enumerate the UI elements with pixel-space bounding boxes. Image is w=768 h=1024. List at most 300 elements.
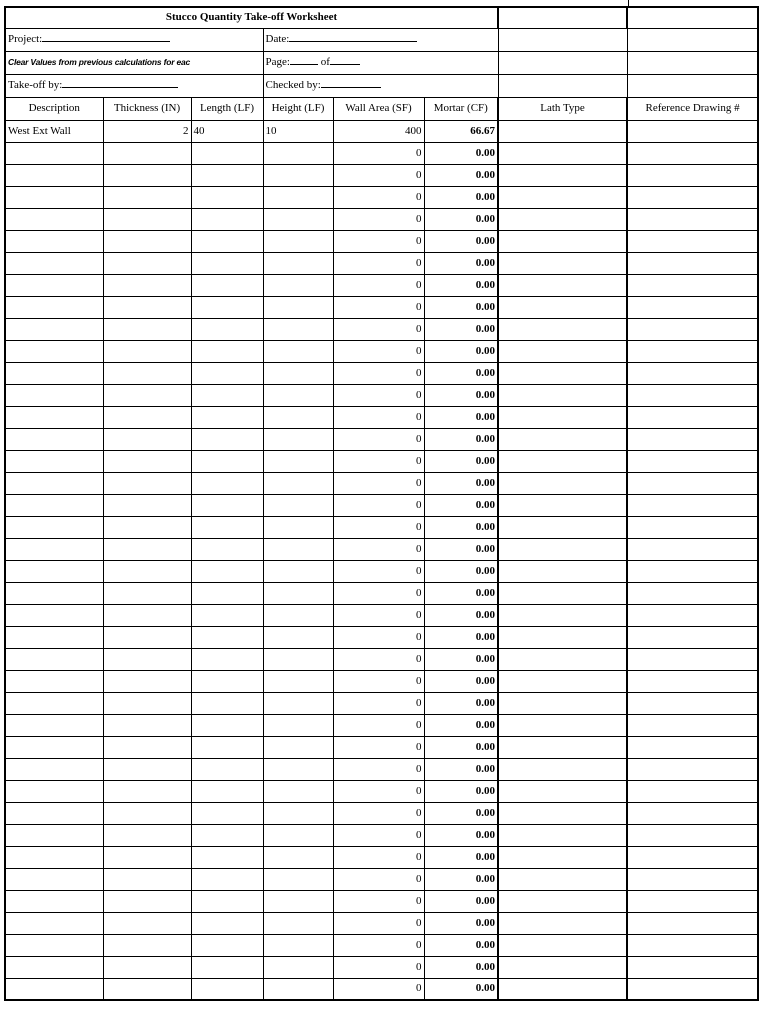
length-cell[interactable] [191,516,263,538]
reference-drawing-cell[interactable] [627,714,758,736]
thickness-cell[interactable] [103,846,191,868]
description-cell[interactable] [5,230,103,252]
date-cell[interactable] [263,28,498,51]
page-cell[interactable] [263,51,498,74]
description-cell[interactable] [5,736,103,758]
wall-area-cell[interactable]: 0 [333,142,424,164]
lath-type-cell[interactable] [498,516,627,538]
mortar-cell[interactable]: 0.00 [424,164,498,186]
thickness-cell[interactable] [103,626,191,648]
reference-drawing-cell[interactable] [627,648,758,670]
wall-area-cell[interactable]: 0 [333,538,424,560]
lath-type-cell[interactable] [498,626,627,648]
length-cell[interactable] [191,736,263,758]
description-cell[interactable] [5,582,103,604]
project-cell[interactable] [5,28,263,51]
thickness-cell[interactable] [103,538,191,560]
lath-type-cell[interactable] [498,780,627,802]
wall-area-cell[interactable]: 0 [333,802,424,824]
height-cell[interactable] [263,384,333,406]
lath-type-cell[interactable] [498,670,627,692]
mortar-cell[interactable]: 0.00 [424,912,498,934]
lath-type-cell[interactable] [498,912,627,934]
description-cell[interactable] [5,670,103,692]
reference-drawing-cell[interactable] [627,406,758,428]
length-cell[interactable] [191,934,263,956]
mortar-cell[interactable]: 0.00 [424,802,498,824]
reference-drawing-cell[interactable] [627,868,758,890]
length-cell[interactable] [191,868,263,890]
length-cell[interactable] [191,648,263,670]
height-cell[interactable] [263,538,333,560]
length-cell[interactable] [191,582,263,604]
height-cell[interactable] [263,978,333,1000]
thickness-cell[interactable] [103,384,191,406]
mortar-cell[interactable]: 0.00 [424,846,498,868]
length-cell[interactable] [191,780,263,802]
height-cell[interactable] [263,450,333,472]
mortar-cell[interactable]: 0.00 [424,670,498,692]
lath-type-cell[interactable] [498,164,627,186]
takeoff-cell[interactable] [5,74,263,97]
length-cell[interactable] [191,208,263,230]
reference-drawing-cell[interactable] [627,582,758,604]
length-cell[interactable] [191,560,263,582]
lath-type-cell[interactable] [498,824,627,846]
thickness-cell[interactable] [103,890,191,912]
wall-area-cell[interactable]: 0 [333,516,424,538]
wall-area-cell[interactable]: 0 [333,362,424,384]
checked-blank[interactable] [321,87,381,88]
wall-area-cell[interactable]: 0 [333,890,424,912]
thickness-cell[interactable] [103,824,191,846]
wall-area-cell[interactable]: 0 [333,164,424,186]
description-cell[interactable] [5,780,103,802]
lath-type-cell[interactable] [498,450,627,472]
length-cell[interactable] [191,626,263,648]
wall-area-cell[interactable]: 0 [333,450,424,472]
height-cell[interactable] [263,560,333,582]
lath-type-cell[interactable] [498,868,627,890]
mortar-cell[interactable]: 0.00 [424,934,498,956]
height-cell[interactable] [263,406,333,428]
thickness-cell[interactable] [103,604,191,626]
height-cell[interactable] [263,362,333,384]
wall-area-cell[interactable]: 0 [333,230,424,252]
lath-type-cell[interactable] [498,120,627,142]
description-cell[interactable]: West Ext Wall [5,120,103,142]
lath-type-cell[interactable] [498,582,627,604]
thickness-cell[interactable] [103,670,191,692]
wall-area-cell[interactable]: 0 [333,626,424,648]
wall-area-cell[interactable]: 0 [333,846,424,868]
length-cell[interactable] [191,186,263,208]
mortar-cell[interactable]: 0.00 [424,384,498,406]
takeoff-blank[interactable] [62,87,178,88]
mortar-cell[interactable]: 0.00 [424,142,498,164]
thickness-cell[interactable] [103,318,191,340]
thickness-cell[interactable] [103,758,191,780]
height-cell[interactable] [263,868,333,890]
lath-type-cell[interactable] [498,362,627,384]
height-cell[interactable] [263,142,333,164]
thickness-cell[interactable] [103,516,191,538]
lath-type-cell[interactable] [498,692,627,714]
reference-drawing-cell[interactable] [627,252,758,274]
thickness-cell[interactable] [103,648,191,670]
height-cell[interactable] [263,890,333,912]
length-cell[interactable] [191,428,263,450]
description-cell[interactable] [5,934,103,956]
length-cell[interactable] [191,604,263,626]
description-cell[interactable] [5,164,103,186]
lath-type-cell[interactable] [498,384,627,406]
description-cell[interactable] [5,296,103,318]
reference-drawing-cell[interactable] [627,912,758,934]
mortar-cell[interactable]: 0.00 [424,626,498,648]
description-cell[interactable] [5,384,103,406]
thickness-cell[interactable] [103,780,191,802]
thickness-cell[interactable] [103,362,191,384]
height-cell[interactable] [263,164,333,186]
length-cell[interactable] [191,406,263,428]
lath-type-cell[interactable] [498,736,627,758]
mortar-cell[interactable]: 0.00 [424,560,498,582]
height-cell[interactable] [263,692,333,714]
thickness-cell[interactable] [103,340,191,362]
description-cell[interactable] [5,406,103,428]
lath-type-cell[interactable] [498,890,627,912]
description-cell[interactable] [5,472,103,494]
lath-type-cell[interactable] [498,758,627,780]
height-cell[interactable] [263,230,333,252]
reference-drawing-cell[interactable] [627,934,758,956]
wall-area-cell[interactable]: 0 [333,582,424,604]
mortar-cell[interactable]: 0.00 [424,890,498,912]
thickness-cell[interactable] [103,428,191,450]
thickness-cell[interactable] [103,230,191,252]
description-cell[interactable] [5,318,103,340]
wall-area-cell[interactable]: 0 [333,780,424,802]
lath-type-cell[interactable] [498,472,627,494]
thickness-cell[interactable] [103,802,191,824]
height-cell[interactable] [263,208,333,230]
thickness-cell[interactable] [103,934,191,956]
description-cell[interactable] [5,692,103,714]
thickness-cell[interactable] [103,186,191,208]
thickness-cell[interactable] [103,274,191,296]
date-blank[interactable] [289,41,417,42]
description-cell[interactable] [5,956,103,978]
description-cell[interactable] [5,516,103,538]
lath-type-cell[interactable] [498,186,627,208]
height-cell[interactable] [263,516,333,538]
mortar-cell[interactable]: 0.00 [424,648,498,670]
thickness-cell[interactable] [103,956,191,978]
reference-drawing-cell[interactable] [627,802,758,824]
height-cell[interactable] [263,670,333,692]
length-cell[interactable] [191,472,263,494]
description-cell[interactable] [5,758,103,780]
lath-type-cell[interactable] [498,714,627,736]
mortar-cell[interactable]: 0.00 [424,494,498,516]
reference-drawing-cell[interactable] [627,560,758,582]
lath-type-cell[interactable] [498,406,627,428]
lath-type-cell[interactable] [498,252,627,274]
length-cell[interactable] [191,142,263,164]
length-cell[interactable] [191,164,263,186]
lath-type-cell[interactable] [498,142,627,164]
wall-area-cell[interactable]: 0 [333,296,424,318]
reference-drawing-cell[interactable] [627,472,758,494]
length-cell[interactable] [191,890,263,912]
description-cell[interactable] [5,538,103,560]
reference-drawing-cell[interactable] [627,142,758,164]
reference-drawing-cell[interactable] [627,296,758,318]
height-cell[interactable] [263,472,333,494]
mortar-cell[interactable]: 0.00 [424,780,498,802]
mortar-cell[interactable]: 0.00 [424,208,498,230]
thickness-cell[interactable] [103,494,191,516]
thickness-cell[interactable] [103,164,191,186]
length-cell[interactable] [191,824,263,846]
thickness-cell[interactable] [103,978,191,1000]
mortar-cell[interactable]: 0.00 [424,428,498,450]
wall-area-cell[interactable]: 0 [333,340,424,362]
length-cell[interactable] [191,362,263,384]
lath-type-cell[interactable] [498,978,627,1000]
wall-area-cell[interactable]: 0 [333,274,424,296]
mortar-cell[interactable]: 0.00 [424,604,498,626]
reference-drawing-cell[interactable] [627,736,758,758]
mortar-cell[interactable]: 0.00 [424,868,498,890]
description-cell[interactable] [5,428,103,450]
height-cell[interactable] [263,494,333,516]
mortar-cell[interactable]: 0.00 [424,824,498,846]
mortar-cell[interactable]: 0.00 [424,318,498,340]
page-blank[interactable] [290,64,318,65]
reference-drawing-cell[interactable] [627,780,758,802]
mortar-cell[interactable]: 0.00 [424,516,498,538]
description-cell[interactable] [5,208,103,230]
thickness-cell[interactable] [103,142,191,164]
length-cell[interactable] [191,318,263,340]
lath-type-cell[interactable] [498,296,627,318]
wall-area-cell[interactable]: 0 [333,868,424,890]
height-cell[interactable] [263,846,333,868]
thickness-cell[interactable] [103,406,191,428]
lath-type-cell[interactable] [498,604,627,626]
description-cell[interactable] [5,890,103,912]
height-cell[interactable] [263,186,333,208]
height-cell[interactable] [263,956,333,978]
height-cell[interactable] [263,626,333,648]
description-cell[interactable] [5,252,103,274]
length-cell[interactable] [191,450,263,472]
mortar-cell[interactable]: 0.00 [424,296,498,318]
wall-area-cell[interactable]: 0 [333,912,424,934]
thickness-cell[interactable] [103,472,191,494]
mortar-cell[interactable]: 0.00 [424,978,498,1000]
reference-drawing-cell[interactable] [627,164,758,186]
description-cell[interactable] [5,274,103,296]
wall-area-cell[interactable]: 0 [333,758,424,780]
mortar-cell[interactable]: 0.00 [424,714,498,736]
height-cell[interactable]: 10 [263,120,333,142]
wall-area-cell[interactable]: 400 [333,120,424,142]
project-blank[interactable] [42,41,170,42]
lath-type-cell[interactable] [498,230,627,252]
mortar-cell[interactable]: 0.00 [424,274,498,296]
length-cell[interactable] [191,846,263,868]
length-cell[interactable] [191,758,263,780]
length-cell[interactable] [191,978,263,1000]
wall-area-cell[interactable]: 0 [333,560,424,582]
wall-area-cell[interactable]: 0 [333,186,424,208]
wall-area-cell[interactable]: 0 [333,736,424,758]
mortar-cell[interactable]: 0.00 [424,406,498,428]
wall-area-cell[interactable]: 0 [333,670,424,692]
length-cell[interactable] [191,230,263,252]
length-cell[interactable] [191,956,263,978]
length-cell[interactable] [191,802,263,824]
wall-area-cell[interactable]: 0 [333,956,424,978]
mortar-cell[interactable]: 0.00 [424,582,498,604]
reference-drawing-cell[interactable] [627,362,758,384]
thickness-cell[interactable] [103,714,191,736]
lath-type-cell[interactable] [498,846,627,868]
reference-drawing-cell[interactable] [627,274,758,296]
length-cell[interactable] [191,494,263,516]
lath-type-cell[interactable] [498,494,627,516]
height-cell[interactable] [263,934,333,956]
height-cell[interactable] [263,274,333,296]
height-cell[interactable] [263,912,333,934]
wall-area-cell[interactable]: 0 [333,934,424,956]
length-cell[interactable] [191,384,263,406]
wall-area-cell[interactable]: 0 [333,824,424,846]
height-cell[interactable] [263,582,333,604]
description-cell[interactable] [5,450,103,472]
reference-drawing-cell[interactable] [627,494,758,516]
wall-area-cell[interactable]: 0 [333,978,424,1000]
reference-drawing-cell[interactable] [627,208,758,230]
description-cell[interactable] [5,648,103,670]
reference-drawing-cell[interactable] [627,846,758,868]
wall-area-cell[interactable]: 0 [333,692,424,714]
lath-type-cell[interactable] [498,208,627,230]
description-cell[interactable] [5,824,103,846]
wall-area-cell[interactable]: 0 [333,252,424,274]
mortar-cell[interactable]: 0.00 [424,956,498,978]
mortar-cell[interactable]: 0.00 [424,230,498,252]
length-cell[interactable] [191,340,263,362]
mortar-cell[interactable]: 0.00 [424,538,498,560]
height-cell[interactable] [263,824,333,846]
lath-type-cell[interactable] [498,538,627,560]
mortar-cell[interactable]: 0.00 [424,692,498,714]
reference-drawing-cell[interactable] [627,450,758,472]
description-cell[interactable] [5,494,103,516]
description-cell[interactable] [5,362,103,384]
lath-type-cell[interactable] [498,560,627,582]
mortar-cell[interactable]: 0.00 [424,472,498,494]
mortar-cell[interactable]: 0.00 [424,340,498,362]
description-cell[interactable] [5,626,103,648]
description-cell[interactable] [5,802,103,824]
reference-drawing-cell[interactable] [627,890,758,912]
description-cell[interactable] [5,978,103,1000]
thickness-cell[interactable] [103,450,191,472]
lath-type-cell[interactable] [498,648,627,670]
lath-type-cell[interactable] [498,428,627,450]
mortar-cell[interactable]: 0.00 [424,186,498,208]
mortar-cell[interactable]: 0.00 [424,362,498,384]
length-cell[interactable] [191,692,263,714]
thickness-cell[interactable] [103,208,191,230]
wall-area-cell[interactable]: 0 [333,472,424,494]
description-cell[interactable] [5,912,103,934]
description-cell[interactable] [5,560,103,582]
height-cell[interactable] [263,428,333,450]
checked-cell[interactable] [263,74,498,97]
description-cell[interactable] [5,186,103,208]
wall-area-cell[interactable]: 0 [333,714,424,736]
lath-type-cell[interactable] [498,956,627,978]
reference-drawing-cell[interactable] [627,318,758,340]
thickness-cell[interactable] [103,296,191,318]
thickness-cell[interactable] [103,582,191,604]
wall-area-cell[interactable]: 0 [333,406,424,428]
reference-drawing-cell[interactable] [627,516,758,538]
reference-drawing-cell[interactable] [627,978,758,1000]
reference-drawing-cell[interactable] [627,626,758,648]
length-cell[interactable]: 40 [191,120,263,142]
length-cell[interactable] [191,714,263,736]
height-cell[interactable] [263,714,333,736]
height-cell[interactable] [263,802,333,824]
wall-area-cell[interactable]: 0 [333,208,424,230]
page-total-blank[interactable] [330,64,360,65]
description-cell[interactable] [5,142,103,164]
mortar-cell[interactable]: 0.00 [424,736,498,758]
length-cell[interactable] [191,252,263,274]
thickness-cell[interactable] [103,912,191,934]
thickness-cell[interactable] [103,560,191,582]
lath-type-cell[interactable] [498,340,627,362]
wall-area-cell[interactable]: 0 [333,648,424,670]
height-cell[interactable] [263,340,333,362]
thickness-cell[interactable] [103,736,191,758]
height-cell[interactable] [263,780,333,802]
height-cell[interactable] [263,648,333,670]
lath-type-cell[interactable] [498,934,627,956]
reference-drawing-cell[interactable] [627,758,758,780]
reference-drawing-cell[interactable] [627,230,758,252]
description-cell[interactable] [5,340,103,362]
mortar-cell[interactable]: 0.00 [424,758,498,780]
length-cell[interactable] [191,538,263,560]
reference-drawing-cell[interactable] [627,692,758,714]
reference-drawing-cell[interactable] [627,428,758,450]
lath-type-cell[interactable] [498,274,627,296]
wall-area-cell[interactable]: 0 [333,604,424,626]
height-cell[interactable] [263,296,333,318]
height-cell[interactable] [263,252,333,274]
thickness-cell[interactable] [103,692,191,714]
thickness-cell[interactable] [103,252,191,274]
mortar-cell[interactable]: 66.67 [424,120,498,142]
